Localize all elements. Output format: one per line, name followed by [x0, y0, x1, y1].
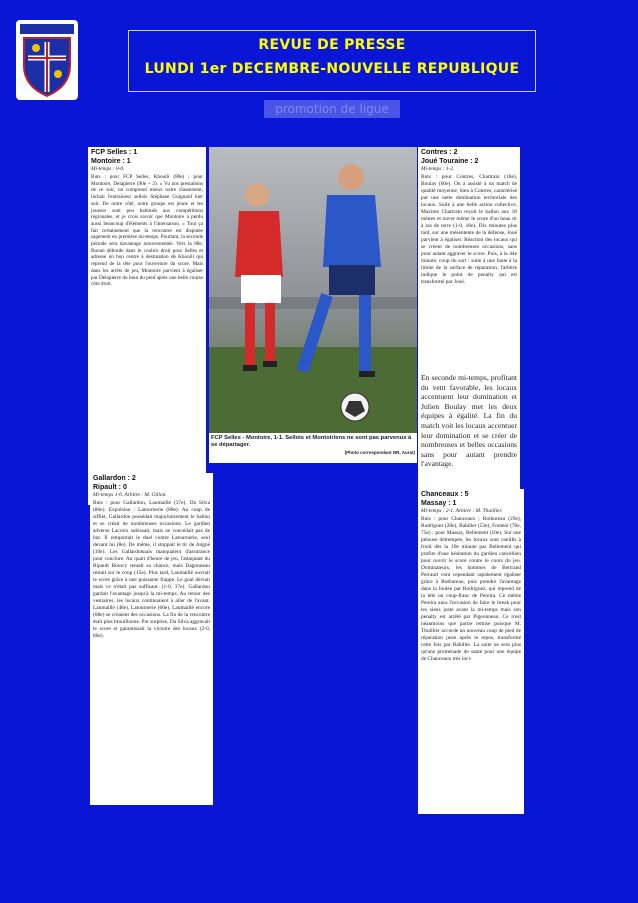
- header-box: [128, 30, 536, 92]
- article-team2: Joué Touraine : 2: [421, 157, 479, 165]
- page-title: REVUE DE PRESSE: [258, 37, 406, 53]
- article-team1: Gallardon : 2: [93, 475, 136, 482]
- article-chanceaux-massay: [418, 489, 524, 814]
- article-team1: FCP Selles : 1: [91, 149, 138, 156]
- club-crest-logo: [14, 18, 80, 102]
- article-team2: Ripault : 0: [93, 483, 127, 491]
- article-team1: Contres : 2: [421, 149, 458, 156]
- match-photo: [209, 147, 417, 433]
- match-photo-block: [209, 147, 417, 463]
- article-meta: Mi-temps : 0-0.: [91, 166, 125, 172]
- article-contres-joue: [418, 147, 520, 373]
- article-gallardon-ripault: [90, 473, 213, 805]
- section-tag: promotion de ligue: [264, 100, 400, 118]
- article-meta: Mi-temps : 1-2.: [421, 166, 455, 172]
- photo-caption-text: FCP Selles - Montoire, 1-1. Sellois et Montoiriens ne sont pas parvenus à se départager.: [211, 435, 412, 448]
- article-selles-montoire: [88, 147, 206, 505]
- article-body: Buts : pour FCP Selles, Khouili (80e) ; pour Montoire, Delapierre (90e + 2). « Vu nos prestations de ce soir, on comprend mieux notre classement, lâchait l'entraîneur sellois Stéphane Guignard hier soir. De notre côté, notre groupe est jeune et les joueurs sont peu habitués aux compétitions régionales, et je crois savoir que Montoire a perdu aussi beaucoup d'éléments à l'intersaison. » Tout ça fait certainement que la rencontre est disputée sagement en première mi-temps. Pourtant, la seconde période sera davantage mouvementée. Vers la 80e, Rouan déborde dans le couloir droit pour Selles et adresse un bon centre à destination de Khouili qui reprend de la tête pour l'ouverture du score. Mais dans les arrêts de jeu, Montoire parvient à égaliser par Delapierre du bout du pied après une belle course côté droit.: [91, 174, 203, 288]
- article-continuation: En seconde mi-temps, profitant du vent favorable, les locaux accentuent leur domination et Julien Boulay met les deux équipes à égalité. La fin du match voit les locaux accentuer leur domination et se créer de nombreuses et belles occasions sans pour autant prendre l'avantage.: [421, 373, 517, 469]
- article-body: Buts : pour Contres, Chartrain (18e), Boulay (60e). On a assisté à un match de qualité moyenne, bien à Contres, caractérisé par une nette domination territoriale des locaux. Suite à une belle action collective, Maxime Chartrain reçoit le ballon aux 18 mètres et ouvre même le score d'un beau tir à ras de terre (1-0, 18e). Dix minutes plus tard, sur une mésentente de la défense, Joué parvient à égaliser. Réaction des locaux qui se créent de nombreuses occasions, sans pour autant aggraver le score. Puis, à la 44e minute, coup du sort : suite à une faute à la limite de la surface de réparation, l'arbitre indique le point de penalty qui est transformé par Joué.: [421, 174, 517, 285]
- photo-credit: (Photo correspondant NR, Aurat): [344, 450, 415, 455]
- article-body: Buts : pour Gallardon, Laumaillé (37e), Da Silva (86e). Expulsion : Latournerie (88e). Au coup de sifflet, Gallardon possédait majoritairement le ballon et se créait de nombreuses occasions. Le gardien adverse Lacroix subissait, mais ne concédait pas de but. Il remportait le duel contre Latournerie, seul devant lui (8e). De même, il stoppait le tir de Juigné (10e). Les Gallardonnais manquaient d'assurance pour conclure. Au quart d'heure de jeu, l'attaquant du Ripault Bourcy tentait sa chance, mais Dagonneau restait sur le coup (15e). Plus tard, Laumaillé ouvrait le score grâce à une puissante frappe. Le goal déviait mais ce n'était pas suffisant. (1-0, 37e). Gallardon gardait l'avantage jusqu'à la mi-temps. Au retour des vestiaires, les locaux continuaient à aller de l'avant. Laumaillé (48e), Latournerie (60e), Laumaillé encore (68e) se créaient des occasions. La fin de la rencontre était plus brouillonne. Par surprise, Da Silva aggravait le score et garantissait la victoire des locaux (2-0, 86e).: [93, 500, 210, 639]
- article-meta: Mi-temps 1-0. Arbitre : M. Gillon.: [93, 492, 167, 498]
- page-subtitle: LUNDI 1er DECEMBRE-NOUVELLE REPUBLIQUE: [144, 61, 520, 77]
- article-body: Buts : pour Chanceaux ; Rothureau (29e), Rodriguez (28e), Rabiller (53e), Fonteni (70e, 75e) ; pour Massay, Bellement (10e). Sur une pelouse détrempée, les locaux sont cueillis à froid dès la 10e minute par Bellement qui profite d'une hésitation du gardien cancellien pour ouvrir le score contre le cours du jeu. Dominateurs, les hommes de Bertrand Perrault vont cependant rapidement égaliser grâce à Rothureau, puis prendre l'avantage dans la foulée par Rodriguez, qui reprend de la tête un coup-franc de Pereira. Ce même Pereira aura l'occasion de faire le break pour les siens juste avant la mi-temps mais son penalty est arrêté par Pigeonneau. Ce n'est néanmoins que partie remise puisque M. Thuillier accorde un nouveau coup de pied de réparation juste après le repos, transformé cette fois par Rabiller. La suite ne sera plus qu'une promenade de santé pour une équipe de Chanceaux très inci-: [421, 516, 521, 662]
- article-team2: Montoire : 1: [91, 157, 131, 165]
- article-team1: Chanceaux : 5: [421, 491, 469, 498]
- article-team2: Massay : 1: [421, 499, 457, 507]
- photo-caption: [209, 433, 417, 463]
- article-meta: Mi-temps : 2-1. Arbitre : M. Thuillier.: [421, 508, 503, 514]
- article-contres-joue-continuation: [418, 371, 520, 501]
